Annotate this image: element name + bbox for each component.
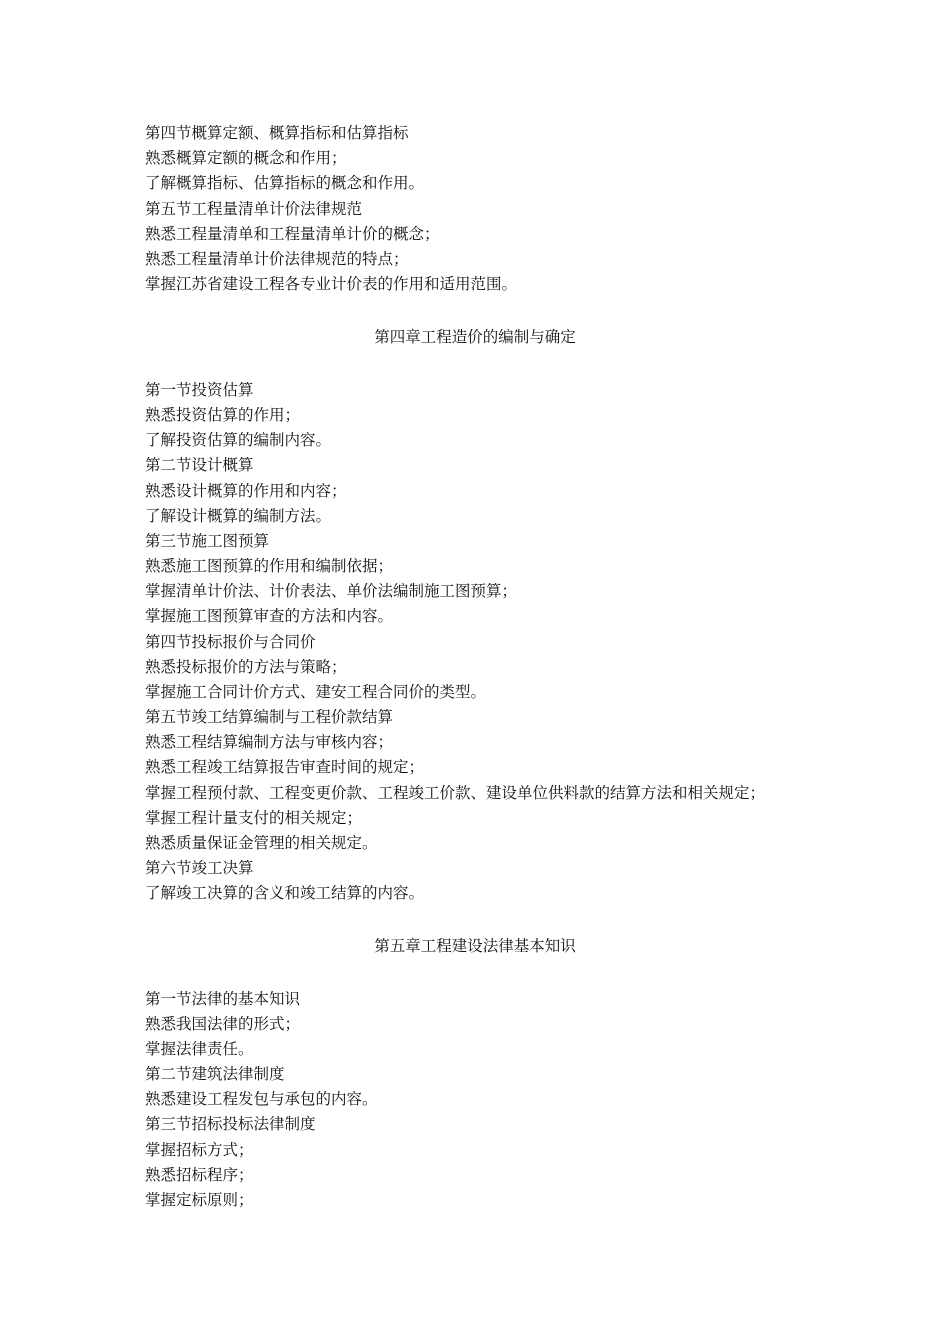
text-line: 了解竣工决算的含义和竣工结算的内容。 <box>145 884 425 902</box>
text-line: 熟悉施工图预算的作用和编制依据； <box>145 557 394 575</box>
text-line: 熟悉工程量清单和工程量清单计价的概念； <box>145 225 440 243</box>
text-line: 熟悉我国法律的形式； <box>145 1015 301 1033</box>
text-line: 掌握江苏省建设工程各专业计价表的作用和适用范围。 <box>145 275 518 293</box>
text-line: 熟悉建设工程发包与承包的内容。 <box>145 1090 378 1108</box>
section-heading: 第三节施工图预算 <box>145 532 270 550</box>
section-heading: 第一节法律的基本知识 <box>145 990 301 1008</box>
section-heading: 第四节投标报价与合同价 <box>145 633 316 651</box>
text-line: 熟悉工程结算编制方法与审核内容； <box>145 733 394 751</box>
section-heading: 第六节竣工决算 <box>145 859 254 877</box>
text-line: 熟悉设计概算的作用和内容； <box>145 482 347 500</box>
text-line: 了解投资估算的编制内容。 <box>145 431 332 449</box>
text-line: 掌握施工合同计价方式、建安工程合同价的类型。 <box>145 683 487 701</box>
section-heading: 第一节投资估算 <box>145 381 254 399</box>
section-heading: 第五节工程量清单计价法律规范 <box>145 200 363 218</box>
text-line: 掌握招标方式； <box>145 1141 254 1159</box>
text-line: 熟悉质量保证金管理的相关规定。 <box>145 834 378 852</box>
chapter-heading: 第四章工程造价的编制与确定 <box>374 328 576 346</box>
section-heading: 第五节竣工结算编制与工程价款结算 <box>145 708 394 726</box>
section-heading: 第三节招标投标法律制度 <box>145 1115 316 1133</box>
text-line: 掌握清单计价法、计价表法、单价法编制施工图预算； <box>145 582 518 600</box>
text-line: 掌握法律责任。 <box>145 1040 254 1058</box>
text-line: 掌握工程预付款、工程变更价款、工程竣工价款、建设单位供料款的结算方法和相关规定； <box>145 784 766 802</box>
text-line: 了解概算指标、估算指标的概念和作用。 <box>145 174 425 192</box>
text-line: 掌握施工图预算审查的方法和内容。 <box>145 607 394 625</box>
text-line: 熟悉投资估算的作用； <box>145 406 301 424</box>
text-line: 熟悉招标程序； <box>145 1166 254 1184</box>
text-line: 熟悉工程竣工结算报告审查时间的规定； <box>145 758 425 776</box>
section-heading: 第二节建筑法律制度 <box>145 1065 285 1083</box>
section-heading: 第四节概算定额、概算指标和估算指标 <box>145 124 409 142</box>
section-heading: 第二节设计概算 <box>145 456 254 474</box>
text-line: 熟悉工程量清单计价法律规范的特点； <box>145 250 409 268</box>
text-line: 掌握工程计量支付的相关规定； <box>145 809 363 827</box>
text-line: 了解设计概算的编制方法。 <box>145 507 332 525</box>
text-line: 熟悉概算定额的概念和作用； <box>145 149 347 167</box>
chapter-heading: 第五章工程建设法律基本知识 <box>374 937 576 955</box>
text-line: 熟悉投标报价的方法与策略； <box>145 658 347 676</box>
text-line: 掌握定标原则； <box>145 1191 254 1209</box>
